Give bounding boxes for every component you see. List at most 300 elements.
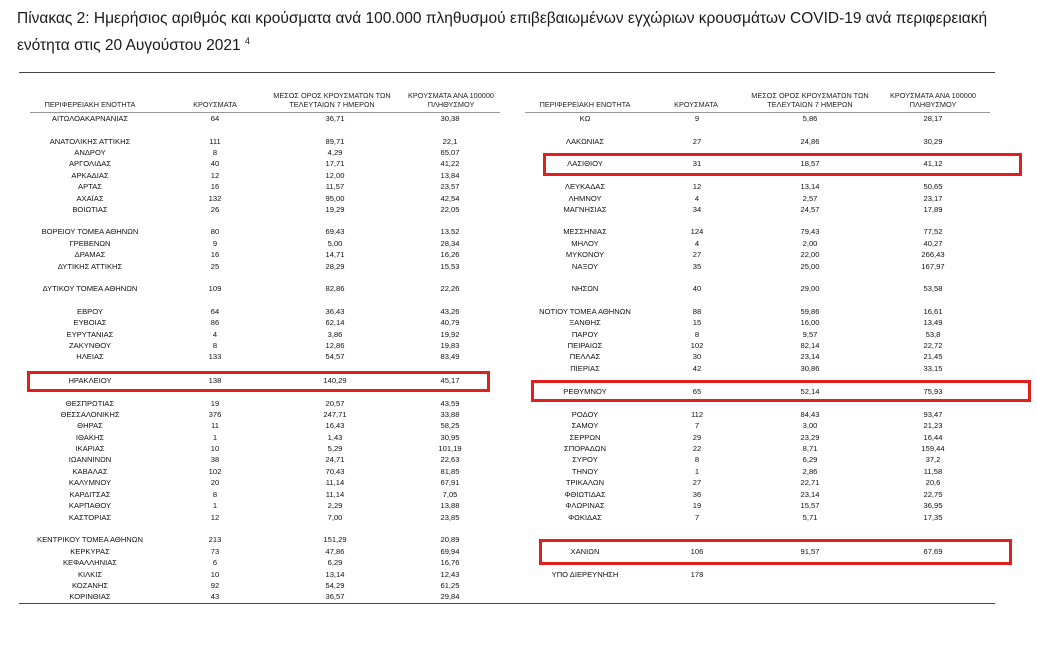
cases-cell: 4 xyxy=(694,194,700,203)
cases-cell: 4 xyxy=(694,239,700,248)
right-header-region: ΠΕΡΙΦΕΡΕΙΑΚΗ ΕΝΟΤΗΤΑ xyxy=(539,100,631,109)
avg7-cell: 1,43 xyxy=(327,433,343,442)
table-row xyxy=(0,204,1037,215)
avg7-cell: 2,29 xyxy=(327,501,343,510)
per100k-cell: 43,26 xyxy=(440,307,460,316)
table-row xyxy=(0,569,1037,580)
table-row xyxy=(0,591,1037,602)
region-cell: ΑΧΑΪΑΣ xyxy=(76,194,104,203)
avg7-cell: 13,14 xyxy=(800,182,820,191)
table-row xyxy=(0,489,1037,500)
region-cell: ΣΕΡΡΩΝ xyxy=(569,433,601,442)
avg7-cell: 30,86 xyxy=(800,364,820,373)
table-row xyxy=(0,340,1037,351)
cases-cell: 8 xyxy=(212,490,218,499)
left-header-per100k: ΚΡΟΥΣΜΑΤΑ ΑΝΑ 100000 ΠΛΗΘΥΣΜΟΥ xyxy=(408,91,494,109)
region-cell: ΑΡΚΑΔΙΑΣ xyxy=(71,171,109,180)
cases-cell: 132 xyxy=(208,194,222,203)
cases-cell: 6 xyxy=(212,558,218,567)
cases-cell: 29 xyxy=(692,433,702,442)
cases-cell: 34 xyxy=(692,205,702,214)
per100k-cell: 167,97 xyxy=(921,262,945,271)
highlight-box-rethymnou xyxy=(531,380,1031,402)
right-header-per100k: ΚΡΟΥΣΜΑΤΑ ΑΝΑ 100000 ΠΛΗΘΥΣΜΟΥ xyxy=(890,91,976,109)
avg7-cell: 4,29 xyxy=(327,148,343,157)
table-row xyxy=(0,512,1037,523)
per100k-cell: 53,58 xyxy=(923,284,943,293)
cases-cell: 112 xyxy=(690,410,704,419)
cases-cell: 102 xyxy=(690,341,704,350)
region-cell: ΜΥΚΟΝΟΥ xyxy=(565,250,605,259)
cases-cell: 27 xyxy=(692,250,702,259)
avg7-cell: 82,14 xyxy=(800,341,820,350)
table-row xyxy=(0,420,1037,431)
region-cell: ΦΩΚΙΔΑΣ xyxy=(568,513,602,522)
avg7-cell: 11,14 xyxy=(325,490,345,499)
cases-cell: 133 xyxy=(208,352,222,361)
cases-cell: 15 xyxy=(692,318,702,327)
cases-cell: 43 xyxy=(210,592,220,601)
caption-text: Πίνακας 2: Ημερήσιος αριθμός και κρούσματα ανά 100.000 πληθυσμού επιβεβαιωμένων εγχώριων κρουσμάτων COVID-19 ανά περιφερειακή ενότητα στις 20 Αυγούστου 2021 xyxy=(17,10,988,55)
cases-cell: 12 xyxy=(692,182,702,191)
per100k-cell: 266,43 xyxy=(921,250,945,259)
avg7-cell: 5,29 xyxy=(327,444,343,453)
per100k-cell: 22,05 xyxy=(440,205,460,214)
region-cell: ΑΝΔΡΟΥ xyxy=(74,148,106,157)
region-cell: ΕΥΡΥΤΑΝΙΑΣ xyxy=(66,330,114,339)
avg7-cell: 84,43 xyxy=(800,410,820,419)
avg7-cell: 12,86 xyxy=(325,341,345,350)
per100k-cell: 77,52 xyxy=(923,227,943,236)
per100k-cell: 22,26 xyxy=(440,284,460,293)
region-cell: ΚΑΡΠΑΘΟΥ xyxy=(68,501,112,510)
region-cell: ΣΥΡΟΥ xyxy=(572,455,598,464)
region-cell: ΔΥΤΙΚΗΣ ΑΤΤΙΚΗΣ xyxy=(57,262,123,271)
per100k-cell: 7,05 xyxy=(442,490,458,499)
per100k-cell: 28,34 xyxy=(440,239,460,248)
cases-cell: 19 xyxy=(210,399,220,408)
per100k-cell: 159,44 xyxy=(921,444,945,453)
cases-cell: 73 xyxy=(210,547,220,556)
region-cell: ΜΕΣΣΗΝΙΑΣ xyxy=(563,227,607,236)
avg7-cell: 8,71 xyxy=(802,444,818,453)
per100k-cell: 81,85 xyxy=(440,467,460,476)
cases-cell: 124 xyxy=(690,227,704,236)
avg7-cell: 5,86 xyxy=(802,114,818,123)
region-cell: ΡΕΘΥΜΝΟΥ xyxy=(563,387,607,396)
avg7-cell: 3,86 xyxy=(327,330,343,339)
avg7-cell: 36,57 xyxy=(325,592,345,601)
avg7-cell: 16,00 xyxy=(800,318,820,327)
table-row xyxy=(0,136,1037,147)
region-cell: ΚΑΒΑΛΑΣ xyxy=(72,467,108,476)
region-cell: ΔΥΤΙΚΟΥ ΤΟΜΕΑ ΑΘΗΝΩΝ xyxy=(42,284,138,293)
region-cell: ΚΕΡΚΥΡΑΣ xyxy=(70,547,110,556)
per100k-cell: 17,89 xyxy=(923,205,943,214)
cases-cell: 16 xyxy=(210,182,220,191)
avg7-cell: 11,14 xyxy=(325,478,345,487)
cases-cell: 9 xyxy=(212,239,218,248)
cases-cell: 4 xyxy=(212,330,218,339)
per100k-cell: 16,26 xyxy=(440,250,460,259)
region-cell: ΚΩ xyxy=(579,114,591,123)
cases-cell: 92 xyxy=(210,581,220,590)
cases-cell: 40 xyxy=(692,284,702,293)
avg7-cell: 54,57 xyxy=(325,352,345,361)
per100k-cell: 75,93 xyxy=(923,387,943,396)
table-row xyxy=(0,113,1037,124)
avg7-cell: 24,71 xyxy=(325,455,345,464)
per100k-cell: 12,43 xyxy=(440,570,460,579)
region-cell: ΗΡΑΚΛΕΙΟΥ xyxy=(68,376,112,385)
region-cell: ΚΕΝΤΡΙΚΟΥ ΤΟΜΕΑ ΑΘΗΝΩΝ xyxy=(37,535,143,544)
per100k-cell: 21,23 xyxy=(923,421,943,430)
cases-cell: 36 xyxy=(692,490,702,499)
table-row xyxy=(0,261,1037,272)
region-cell: ΚΟΡΙΝΘΙΑΣ xyxy=(69,592,111,601)
per100k-cell: 30,29 xyxy=(923,137,943,146)
per100k-cell: 20,89 xyxy=(440,535,460,544)
avg7-cell: 9,57 xyxy=(802,330,818,339)
per100k-cell: 22,1 xyxy=(442,137,458,146)
cases-cell: 376 xyxy=(208,410,222,419)
per100k-cell: 58,25 xyxy=(440,421,460,430)
avg7-cell: 5,71 xyxy=(802,513,818,522)
region-cell: ΡΟΔΟΥ xyxy=(571,410,599,419)
left-header-region: ΠΕΡΙΦΕΡΕΙΑΚΗ ΕΝΟΤΗΤΑ xyxy=(44,100,136,109)
avg7-cell: 19,29 xyxy=(325,205,345,214)
cases-cell: 10 xyxy=(210,570,220,579)
per100k-cell: 101,19 xyxy=(438,444,462,453)
cases-cell: 8 xyxy=(694,330,700,339)
per100k-cell: 16,61 xyxy=(923,307,943,316)
per100k-cell: 36,95 xyxy=(923,501,943,510)
region-cell: ΝΗΣΩΝ xyxy=(571,284,599,293)
table-row xyxy=(0,477,1037,488)
table-row xyxy=(0,500,1037,511)
cases-cell: 88 xyxy=(692,307,702,316)
avg7-cell: 7,00 xyxy=(327,513,343,522)
cases-cell: 19 xyxy=(692,501,702,510)
cases-cell: 102 xyxy=(208,467,222,476)
region-cell: ΒΟΙΩΤΙΑΣ xyxy=(72,205,108,214)
cases-cell: 30 xyxy=(692,352,702,361)
cases-cell: 25 xyxy=(210,262,220,271)
highlight-box-chanion xyxy=(539,539,1012,565)
region-cell: ΙΩΑΝΝΙΝΩΝ xyxy=(68,455,112,464)
region-cell: ΣΠΟΡΑΔΩΝ xyxy=(564,444,606,453)
per100k-cell: 11,58 xyxy=(923,467,943,476)
per100k-cell: 42,54 xyxy=(440,194,460,203)
per100k-cell: 43,59 xyxy=(440,399,460,408)
cases-cell: 80 xyxy=(210,227,220,236)
per100k-cell: 30,95 xyxy=(440,433,460,442)
per100k-cell: 37,2 xyxy=(925,455,941,464)
table-row xyxy=(0,238,1037,249)
region-cell: ΖΑΚΥΝΘΟΥ xyxy=(69,341,111,350)
per100k-cell: 22,72 xyxy=(923,341,943,350)
avg7-cell: 24,86 xyxy=(800,137,820,146)
avg7-cell: 17,71 xyxy=(325,159,345,168)
region-cell: ΝΑΞΟΥ xyxy=(571,262,599,271)
region-cell: ΦΘΙΩΤΙΔΑΣ xyxy=(564,490,606,499)
table-row xyxy=(0,193,1037,204)
avg7-cell: 24,57 xyxy=(800,205,820,214)
cases-cell: 27 xyxy=(692,478,702,487)
per100k-cell: 16,44 xyxy=(923,433,943,442)
avg7-cell: 11,57 xyxy=(325,182,345,191)
table-row xyxy=(0,443,1037,454)
highlight-box-lasithiou xyxy=(543,153,1022,176)
table-row xyxy=(0,580,1037,591)
avg7-cell: 25,00 xyxy=(800,262,820,271)
table-row xyxy=(0,226,1037,237)
left-header-cases: ΚΡΟΥΣΜΑΤΑ xyxy=(193,100,237,109)
cases-cell: 138 xyxy=(208,376,222,385)
avg7-cell: 5,00 xyxy=(327,239,343,248)
per100k-cell: 13,88 xyxy=(440,501,460,510)
avg7-cell: 22,71 xyxy=(800,478,820,487)
per100k-cell: 83,49 xyxy=(440,352,460,361)
avg7-cell: 6,29 xyxy=(327,558,343,567)
cases-cell: 38 xyxy=(210,455,220,464)
per100k-cell: 17,35 xyxy=(923,513,943,522)
cases-cell: 11 xyxy=(211,421,219,430)
cases-cell: 7 xyxy=(694,513,700,522)
cases-cell: 35 xyxy=(692,262,702,271)
avg7-cell: 82,86 xyxy=(325,284,345,293)
avg7-cell: 36,71 xyxy=(325,114,345,123)
per100k-cell: 67,91 xyxy=(440,478,460,487)
avg7-cell: 16,43 xyxy=(325,421,345,430)
per100k-cell: 45,17 xyxy=(440,376,460,385)
region-cell: ΚΑΡΔΙΤΣΑΣ xyxy=(69,490,111,499)
region-cell: ΕΥΒΟΙΑΣ xyxy=(73,318,107,327)
avg7-cell: 6,29 xyxy=(802,455,818,464)
cases-cell: 42 xyxy=(692,364,702,373)
per100k-cell: 40,27 xyxy=(923,239,943,248)
top-rule xyxy=(19,72,995,73)
cases-cell: 213 xyxy=(208,535,222,544)
cases-cell: 1 xyxy=(212,501,218,510)
region-cell: ΘΕΣΣΑΛΟΝΙΚΗΣ xyxy=(60,410,120,419)
cases-cell: 27 xyxy=(692,137,702,146)
region-cell: ΕΒΡΟΥ xyxy=(77,307,103,316)
per100k-cell: 29,84 xyxy=(440,592,460,601)
per100k-cell: 67,69 xyxy=(923,547,943,556)
avg7-cell: 13,14 xyxy=(325,570,345,579)
per100k-cell: 61,25 xyxy=(440,581,460,590)
cases-cell: 109 xyxy=(208,284,222,293)
cases-cell: 86 xyxy=(210,318,220,327)
right-header-avg7: ΜΕΣΟΣ ΟΡΟΣ ΚΡΟΥΣΜΑΤΩΝ ΤΩΝ ΤΕΛΕΥΤΑΙΩΝ 7 ΗΜΕΡΩΝ xyxy=(751,91,869,109)
cases-cell: 10 xyxy=(210,444,220,453)
region-cell: ΘΕΣΠΡΩΤΙΑΣ xyxy=(65,399,115,408)
per100k-cell: 22,75 xyxy=(923,490,943,499)
avg7-cell: 47,86 xyxy=(325,547,345,556)
per100k-cell: 13,52 xyxy=(440,227,460,236)
per100k-cell: 21,45 xyxy=(923,352,943,361)
avg7-cell: 15,57 xyxy=(800,501,820,510)
per100k-cell: 41,22 xyxy=(440,159,460,168)
table-caption xyxy=(17,8,1017,57)
avg7-cell: 140,29 xyxy=(323,376,347,385)
per100k-cell: 33,88 xyxy=(440,410,460,419)
avg7-cell: 79,43 xyxy=(800,227,820,236)
cases-cell: 111 xyxy=(209,137,221,146)
region-cell: ΘΗΡΑΣ xyxy=(77,421,103,430)
per100k-cell: 30,38 xyxy=(440,114,460,123)
per100k-cell: 65,07 xyxy=(440,148,460,157)
avg7-cell: 12,00 xyxy=(325,171,345,180)
avg7-cell: 22,00 xyxy=(800,250,820,259)
avg7-cell: 54,29 xyxy=(325,581,345,590)
region-cell: ΛΕΥΚΑΔΑΣ xyxy=(564,182,606,191)
per100k-cell: 23,17 xyxy=(923,194,943,203)
cases-cell: 8 xyxy=(212,148,218,157)
per100k-cell: 16,76 xyxy=(440,558,460,567)
cases-cell: 64 xyxy=(210,114,220,123)
table-row xyxy=(0,351,1037,362)
per100k-cell: 69,94 xyxy=(440,547,460,556)
region-cell: ΠΑΡΟΥ xyxy=(571,330,599,339)
per100k-cell: 19,83 xyxy=(440,341,460,350)
avg7-cell: 70,43 xyxy=(325,467,345,476)
cases-cell: 12 xyxy=(210,171,220,180)
per100k-cell: 23,85 xyxy=(440,513,460,522)
avg7-cell: 2,86 xyxy=(802,467,818,476)
per100k-cell: 41,12 xyxy=(923,159,943,168)
avg7-cell: 52,14 xyxy=(800,387,820,396)
region-cell: ΜΗΛΟΥ xyxy=(571,239,599,248)
region-cell: ΑΙΤΩΛΟΑΚΑΡΝΑΝΙΑΣ xyxy=(51,114,129,123)
region-cell: ΤΗΝΟΥ xyxy=(571,467,599,476)
table-row xyxy=(0,409,1037,420)
cases-cell: 26 xyxy=(210,205,220,214)
avg7-cell: 14,71 xyxy=(325,250,345,259)
cases-cell: 20 xyxy=(210,478,220,487)
region-cell: ΛΑΚΩΝΙΑΣ xyxy=(565,137,605,146)
right-header-cases: ΚΡΟΥΣΜΑΤΑ xyxy=(674,100,718,109)
region-cell: ΚΑΛΥΜΝΟΥ xyxy=(68,478,112,487)
avg7-cell: 18,57 xyxy=(800,159,820,168)
per100k-cell: 15,53 xyxy=(440,262,460,271)
avg7-cell: 59,86 xyxy=(800,307,820,316)
region-cell: ΠΙΕΡΙΑΣ xyxy=(570,364,600,373)
per100k-cell: 19,92 xyxy=(440,330,460,339)
region-cell: ΔΡΑΜΑΣ xyxy=(74,250,106,259)
per100k-cell: 13,49 xyxy=(923,318,943,327)
region-cell: ΝΟΤΙΟΥ ΤΟΜΕΑ ΑΘΗΝΩΝ xyxy=(539,307,631,316)
table-row xyxy=(0,306,1037,317)
cases-cell: 65 xyxy=(692,387,702,396)
avg7-cell: 95,00 xyxy=(325,194,345,203)
avg7-cell: 29,00 xyxy=(800,284,820,293)
cases-cell: 64 xyxy=(210,307,220,316)
per100k-cell: 13,84 xyxy=(440,171,460,180)
region-cell: ΑΝΑΤΟΛΙΚΗΣ ΑΤΤΙΚΗΣ xyxy=(49,137,131,146)
region-cell: ΠΕΛΛΑΣ xyxy=(569,352,601,361)
avg7-cell: 3,00 xyxy=(802,421,818,430)
avg7-cell: 20,57 xyxy=(325,399,345,408)
per100k-cell: 50,65 xyxy=(923,182,943,191)
table-row xyxy=(0,329,1037,340)
cases-cell: 178 xyxy=(690,570,704,579)
avg7-cell: 151,29 xyxy=(323,535,347,544)
cases-cell: 1 xyxy=(212,433,218,442)
avg7-cell: 23,14 xyxy=(800,352,820,361)
region-cell: ΣΑΜΟΥ xyxy=(571,421,599,430)
region-cell: ΚΙΛΚΙΣ xyxy=(77,570,103,579)
avg7-cell: 91,57 xyxy=(800,547,820,556)
region-cell: ΥΠΟ ΔΙΕΡΕΥΝΗΣΗ xyxy=(551,570,619,579)
region-cell: ΞΑΝΘΗΣ xyxy=(569,318,601,327)
avg7-cell: 247,71 xyxy=(323,410,347,419)
region-cell: ΙΚΑΡΙΑΣ xyxy=(75,444,105,453)
cases-cell: 7 xyxy=(694,421,700,430)
region-cell: ΚΕΦΑΛΛΗΝΙΑΣ xyxy=(62,558,118,567)
region-cell: ΛΗΜΝΟΥ xyxy=(568,194,602,203)
region-cell: ΧΑΝΙΩΝ xyxy=(570,547,600,556)
region-cell: ΠΕΙΡΑΙΩΣ xyxy=(567,341,603,350)
avg7-cell: 2,00 xyxy=(802,239,818,248)
per100k-cell: 33,15 xyxy=(923,364,943,373)
table-row xyxy=(0,317,1037,328)
highlight-box-irakleiou xyxy=(27,371,490,392)
per100k-cell: 93,47 xyxy=(923,410,943,419)
table-row xyxy=(0,181,1037,192)
cases-cell: 106 xyxy=(690,547,704,556)
per100k-cell: 23,57 xyxy=(440,182,460,191)
table-row xyxy=(0,432,1037,443)
avg7-cell: 28,29 xyxy=(325,262,345,271)
region-cell: ΛΑΣΙΘΙΟΥ xyxy=(567,159,603,168)
region-cell: ΑΡΓΟΛΙΔΑΣ xyxy=(68,159,112,168)
table-row xyxy=(0,283,1037,294)
per100k-cell: 28,17 xyxy=(923,114,943,123)
per100k-cell: 20,6 xyxy=(925,478,941,487)
cases-cell: 40 xyxy=(210,159,220,168)
per100k-cell: 40,79 xyxy=(440,318,460,327)
cases-cell: 12 xyxy=(210,513,220,522)
cases-cell: 1 xyxy=(694,467,700,476)
cases-cell: 16 xyxy=(210,250,220,259)
avg7-cell: 23,14 xyxy=(800,490,820,499)
footnote-marker: 4 xyxy=(244,36,250,46)
cases-cell: 8 xyxy=(212,341,218,350)
cases-cell: 9 xyxy=(694,114,700,123)
bottom-rule xyxy=(19,603,995,604)
region-cell: ΓΡΕΒΕΝΩΝ xyxy=(69,239,111,248)
region-cell: ΒΟΡΕΙΟΥ ΤΟΜΕΑ ΑΘΗΝΩΝ xyxy=(41,227,139,236)
avg7-cell: 2,57 xyxy=(802,194,818,203)
region-cell: ΚΟΖΑΝΗΣ xyxy=(71,581,109,590)
table-row xyxy=(0,454,1037,465)
region-cell: ΑΡΤΑΣ xyxy=(78,182,102,191)
per100k-cell: 53,8 xyxy=(925,330,941,339)
cases-cell: 22 xyxy=(692,444,702,453)
region-cell: ΚΑΣΤΟΡΙΑΣ xyxy=(68,513,112,522)
avg7-cell: 69,43 xyxy=(325,227,345,236)
cases-cell: 31 xyxy=(692,159,702,168)
table-row xyxy=(0,249,1037,260)
per100k-cell: 22,63 xyxy=(440,455,460,464)
avg7-cell: 36,43 xyxy=(325,307,345,316)
region-cell: ΙΘΑΚΗΣ xyxy=(75,433,105,442)
avg7-cell: 23,29 xyxy=(800,433,820,442)
region-cell: ΦΛΩΡΙΝΑΣ xyxy=(565,501,605,510)
table-row xyxy=(0,466,1037,477)
